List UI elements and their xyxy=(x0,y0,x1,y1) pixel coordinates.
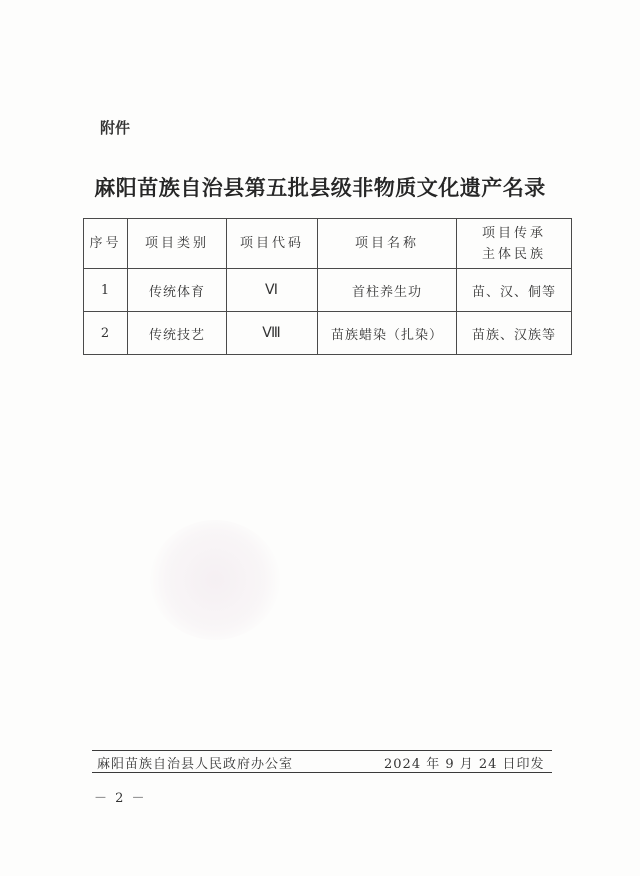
table-row xyxy=(84,269,572,312)
faded-seal xyxy=(150,520,280,640)
cell-code: Ⅵ xyxy=(227,269,318,312)
cell-no: 2 xyxy=(84,312,128,355)
table-header-row xyxy=(84,219,572,269)
cell-category: 传统体育 xyxy=(128,269,227,312)
cell-group: 苗族、汉族等 xyxy=(457,312,572,355)
header-category: 项目类别 xyxy=(128,219,227,269)
cell-name: 首柱养生功 xyxy=(318,269,457,312)
header-group-line1: 项目传承 xyxy=(481,225,546,241)
attachment-label: 附件 xyxy=(100,119,131,137)
footer-office: 麻阳苗族自治县人民政府办公室 xyxy=(97,757,294,772)
header-name: 项目名称 xyxy=(318,219,457,269)
cell-no: 1 xyxy=(84,269,128,312)
page-title: 麻阳苗族自治县第五批县级非物质文化遗产名录 xyxy=(94,175,546,200)
footer-top-rule xyxy=(92,750,552,751)
footer-bottom-rule xyxy=(92,772,552,773)
header-group xyxy=(457,219,572,269)
page-number: － 2 － xyxy=(94,791,147,806)
cell-name: 苗族蜡染（扎染） xyxy=(318,312,457,355)
cell-category: 传统技艺 xyxy=(128,312,227,355)
cell-group: 苗、汉、侗等 xyxy=(457,269,572,312)
header-no: 序号 xyxy=(84,219,128,269)
table-row xyxy=(84,312,572,355)
cell-code: Ⅷ xyxy=(227,312,318,355)
header-group-line2: 主体民族 xyxy=(481,246,546,262)
footer-date: 2024 年 9 月 24 日印发 xyxy=(384,757,545,772)
header-code: 项目代码 xyxy=(227,219,318,269)
heritage-list-table xyxy=(83,218,572,355)
